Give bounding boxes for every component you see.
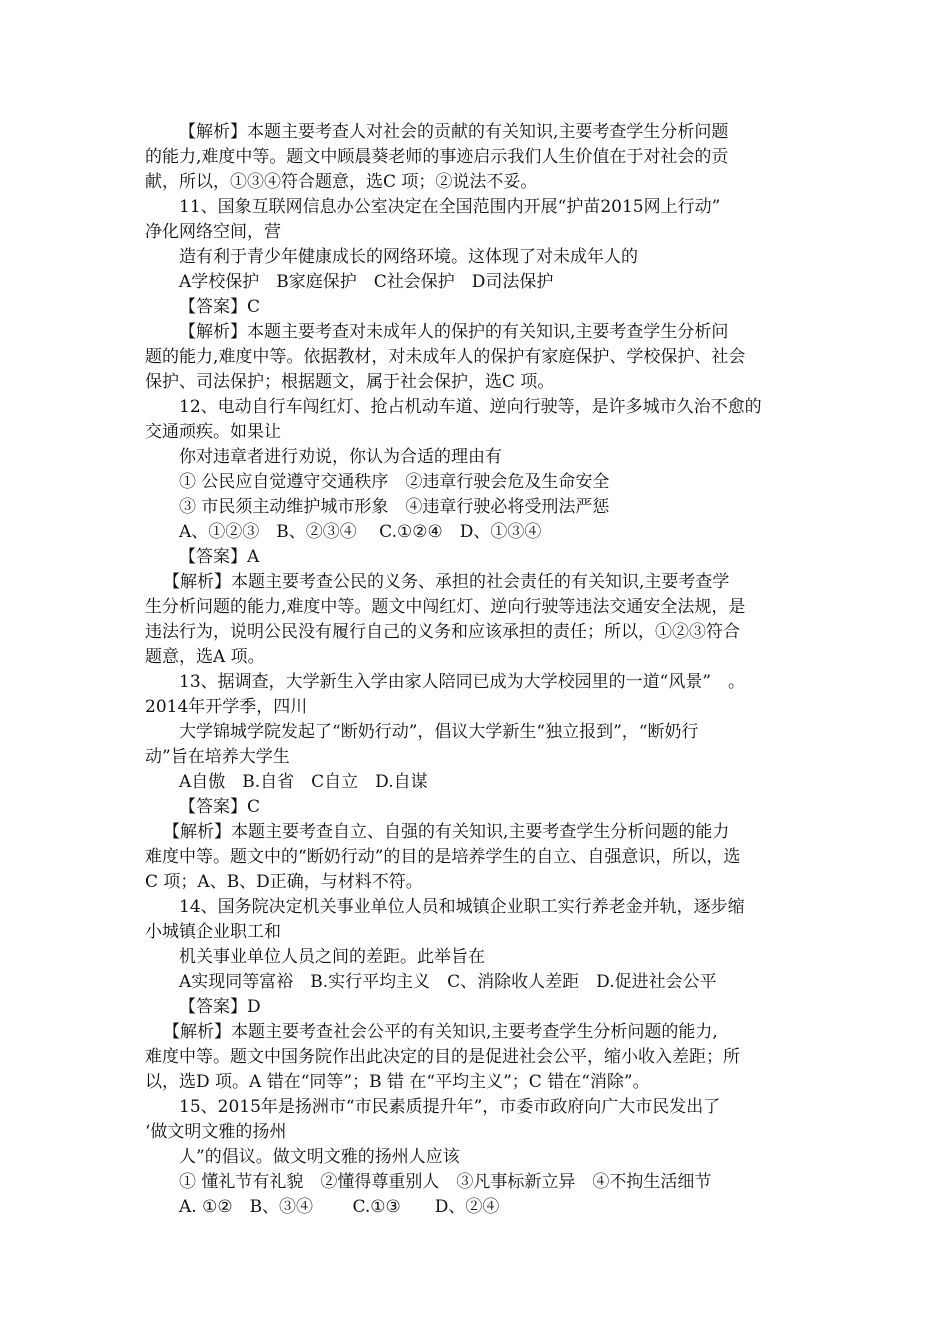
text-line: 13、据调查，大学新生入学由家人陪同已成为大学校园里的一道“风景” 。 <box>179 672 746 692</box>
text-line: ③ 市民须主动维护城市形象 ④违章行驶必将受刑法严惩 <box>179 497 610 517</box>
text-line: 机关事业单位人员之间的差距。此举旨在 <box>179 947 485 967</box>
text-line: 2014年开学季，四川 <box>145 697 308 717</box>
text-line: 【解析】本题主要考查对未成年人的保护的有关知识,主要考查学生分析问 <box>179 322 729 342</box>
text-line: 生分析问题的能力,难度中等。题文中闯红灯、逆向行驶等违法交通安全法规，是 <box>145 597 746 617</box>
text-line: ① 懂礼节有礼貌 ②懂得尊重别人 ③凡事标新立异 ④不拘生活细节 <box>179 1172 712 1192</box>
text-line: 11、国象互联网信息办公室决定在全国范围内开展“护苗2015网上行动” <box>179 197 721 217</box>
text-line: 动”旨在培养大学生 <box>145 747 290 767</box>
text-line: 以，选D 项。A 错在“同等”；B 错 在“平均主义”；C 错在“消除”。 <box>145 1072 650 1092</box>
text-line: ① 公民应自觉遵守交通秩序 ②违章行驶会危及生命安全 <box>179 472 610 492</box>
text-line: 的能力,难度中等。题文中顾晨葵老师的事迹启示我们人生价值在于对社会的贡 <box>145 147 729 167</box>
text-line: 大学锦城学院发起了“断奶行动”，倡议大学新生“独立报到”，“断奶行 <box>179 722 699 742</box>
text-line: 违法行为，说明公民没有履行自己的义务和应该承担的责任；所以，①②③符合 <box>145 622 740 642</box>
text-line: A学校保护 B家庭保护 C社会保护 D司法保护 <box>179 272 554 292</box>
text-line: ‘做文明文雅的扬州 <box>145 1122 287 1142</box>
text-line: 保护、司法保护；根据题文，属于社会保护，选C 项。 <box>145 372 555 392</box>
text-line: A实现同等富裕 B.实行平均主义 C、消除收人差距 D.促进社会公平 <box>179 972 717 992</box>
text-line: 15、2015年是扬洲市“市民素质提升年”，市委市政府向广大市民发出了 <box>179 1097 721 1117</box>
text-line: A、①②③ B、②③④ C.①②④ D、①③④ <box>179 522 542 542</box>
text-line: 【答案】C <box>179 797 261 817</box>
text-line: 题意，选A 项。 <box>145 647 265 667</box>
text-line: 【解析】本题主要考查社会公平的有关知识,主要考查学生分析问题的能力, <box>163 1022 718 1042</box>
text-line: 难度中等。题文中国务院作出此决定的目的是促进社会公平，缩小收入差距；所 <box>145 1047 740 1067</box>
text-line: 交通顽疾。如果让 <box>145 422 281 442</box>
text-line: 14、国务院决定机关事业单位人员和城镇企业职工实行养老金并轨，逐步缩 <box>179 897 745 917</box>
text-line: 【解析】本题主要考查人对社会的贡献的有关知识,主要考查学生分析问题 <box>179 122 729 142</box>
text-line: 难度中等。题文中的“断奶行动”的目的是培养学生的自立、自强意识，所以，选 <box>145 847 741 867</box>
text-line: 人”的倡议。做文明文雅的扬州人应该 <box>179 1147 460 1167</box>
text-line: 12、电动自行车闯红灯、抢占机动车道、逆向行驶等，是许多城市久治不愈的 <box>179 397 762 417</box>
text-line: 【答案】D <box>179 997 261 1017</box>
text-line: 【解析】本题主要考查公民的义务、承担的社会责任的有关知识,主要考查学 <box>163 572 730 592</box>
text-line: A自傲 B.自省 C自立 D.自谋 <box>179 772 428 792</box>
text-line: 题的能力,难度中等。依据教材，对未成年人的保护有家庭保护、学校保护、社会 <box>145 347 746 367</box>
text-line: 造有利于青少年健康成长的网络环境。这体现了对未成年人的 <box>179 247 638 267</box>
text-line: 【解析】本题主要考查自立、自强的有关知识,主要考查学生分析问题的能力 <box>163 822 730 842</box>
text-line: C 项；A、B、D正确，与材料不符。 <box>145 872 423 892</box>
document-body <box>145 120 811 1220</box>
text-line: 【答案】A <box>179 547 260 567</box>
text-line: 献，所以，①③④符合题意，选C 项；②说法不妥。 <box>145 172 538 192</box>
text-line: 小城镇企业职工和 <box>145 922 281 942</box>
text-line: A. ①② B、③④ C.①③ D、②④ <box>179 1197 500 1217</box>
text-line: 你对违章者进行劝说，你认为合适的理由有 <box>179 447 502 467</box>
text-line: 净化网络空间，营 <box>145 222 281 242</box>
text-line: 【答案】C <box>179 297 261 317</box>
